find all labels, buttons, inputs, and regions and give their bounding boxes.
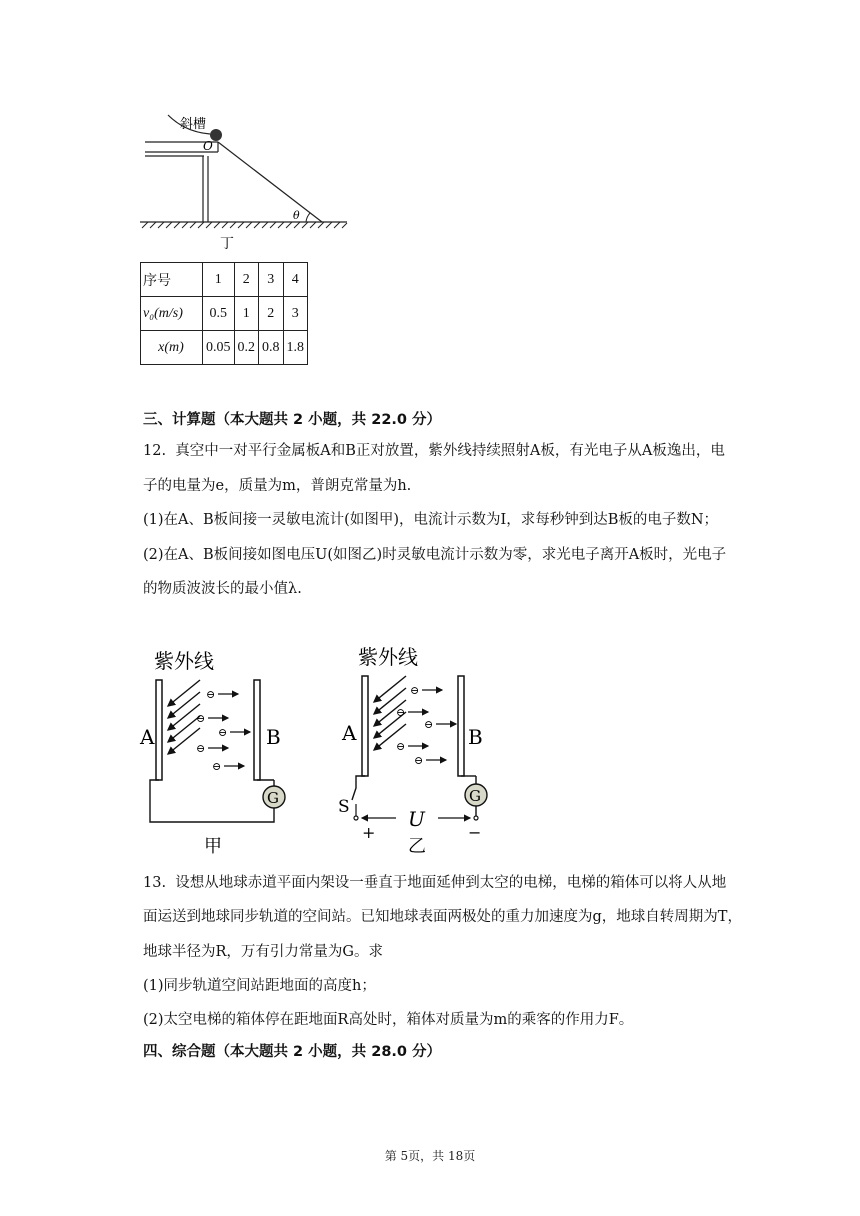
q13-line2: 面运送到地球同步轨道的空间站。已知地球表面两极处的重力加速度为g，地球自转周期为T， bbox=[143, 909, 742, 925]
svg-text:⊖: ⊖ bbox=[410, 684, 420, 697]
row-label-index: 序号 bbox=[141, 263, 203, 297]
table-row bbox=[141, 263, 308, 297]
svg-text:⊖: ⊖ bbox=[424, 718, 434, 731]
table-cell: 3 bbox=[259, 263, 284, 297]
figure-jia bbox=[138, 640, 298, 860]
figure-yi-caption: 乙 bbox=[408, 836, 426, 857]
svg-text:⊖: ⊖ bbox=[414, 754, 424, 767]
figure-ding-caption: 丁 bbox=[220, 236, 234, 252]
section-three-title: 三、计算题（本大题共 2 小题，共 22.0 分） bbox=[143, 412, 442, 428]
plus-terminal: + bbox=[362, 823, 376, 842]
q12-part1: (1)在A、B板间接一灵敏电流计(如图甲)，电流计示数为I，求每秒钟到达B板的电子数N； bbox=[143, 512, 719, 528]
plate-a-label: A bbox=[140, 725, 155, 749]
plate-b-label: B bbox=[468, 725, 483, 749]
table-cell: 1 bbox=[203, 263, 235, 297]
plate-b-label: B bbox=[266, 725, 281, 749]
table-cell: 2 bbox=[259, 297, 284, 331]
q13-line3: 地球半径为R，万有引力常量为G。求 bbox=[143, 944, 383, 960]
table-cell: 1 bbox=[234, 297, 259, 331]
table-cell: 0.8 bbox=[259, 331, 284, 365]
table-cell: 3 bbox=[283, 297, 308, 331]
voltage-label: U bbox=[408, 807, 425, 831]
q13-line1 bbox=[143, 873, 726, 893]
chute-label: 斜槽 bbox=[180, 117, 207, 132]
section-four-title: 四、综合题（本大题共 2 小题，共 28.0 分） bbox=[143, 1044, 442, 1060]
table-row bbox=[141, 297, 308, 331]
uv-label: 紫外线 bbox=[154, 649, 214, 673]
minus-terminal: − bbox=[468, 823, 482, 842]
q12-text-line1: 真空中一对平行金属板A和B正对放置，紫外线持续照射A板，有光电子从A板逸出，电 bbox=[175, 443, 725, 459]
table-cell: 4 bbox=[283, 263, 308, 297]
q12-part2-line2: 的物质波波长的最小值λ. bbox=[143, 581, 302, 597]
q12-line1 bbox=[143, 441, 725, 461]
page-footer: 第 5页，共 18页 bbox=[384, 1149, 476, 1163]
svg-text:⊖: ⊖ bbox=[196, 742, 206, 755]
switch-label: S bbox=[338, 797, 350, 817]
theta-label: θ bbox=[293, 209, 300, 222]
figure-yi bbox=[334, 640, 504, 860]
q13-part2: (2)太空电梯的箱体停在距地面R高处时，箱体对质量为m的乘客的作用力F。 bbox=[143, 1012, 634, 1028]
row-label-x: x(m) bbox=[141, 331, 203, 365]
q12-number: 12. bbox=[143, 443, 167, 459]
row-label-v0: v₀(m/s) bbox=[141, 297, 203, 331]
q12-part2-line1: (2)在A、B板间接如图电压U(如图乙)时灵敏电流计示数为零，求光电子离开A板时，光电子 bbox=[143, 547, 727, 563]
svg-text:⊖: ⊖ bbox=[396, 706, 406, 719]
table-cell: 0.05 bbox=[203, 331, 235, 365]
q13-text-line1: 设想从地球赤道平面内架设一垂直于地面延伸到太空的电梯，电梯的箱体可以将人从地 bbox=[175, 875, 727, 891]
table-cell: 2 bbox=[234, 263, 259, 297]
q13-part1: (1)同步轨道空间站距地面的高度h； bbox=[143, 978, 376, 994]
svg-text:⊖: ⊖ bbox=[218, 726, 228, 739]
svg-text:⊖: ⊖ bbox=[396, 740, 406, 753]
galvanometer-label: G bbox=[469, 787, 481, 805]
table-cell: 1.8 bbox=[283, 331, 308, 365]
galvanometer-label: G bbox=[267, 789, 279, 807]
uv-label: 紫外线 bbox=[358, 645, 418, 669]
point-o-label: O bbox=[203, 139, 213, 153]
figure-ding bbox=[140, 112, 355, 252]
svg-text:⊖: ⊖ bbox=[212, 760, 222, 773]
figure-jia-caption: 甲 bbox=[204, 836, 222, 857]
svg-text:⊖: ⊖ bbox=[196, 712, 206, 725]
data-table bbox=[140, 262, 308, 365]
svg-text:⊖: ⊖ bbox=[206, 688, 216, 701]
table-cell: 0.5 bbox=[203, 297, 235, 331]
plate-a-label: A bbox=[342, 721, 357, 745]
q13-number: 13. bbox=[143, 875, 167, 891]
table-cell: 0.2 bbox=[234, 331, 259, 365]
q12-line2: 子的电量为e，质量为m，普朗克常量为h. bbox=[143, 478, 412, 494]
table-row bbox=[141, 331, 308, 365]
